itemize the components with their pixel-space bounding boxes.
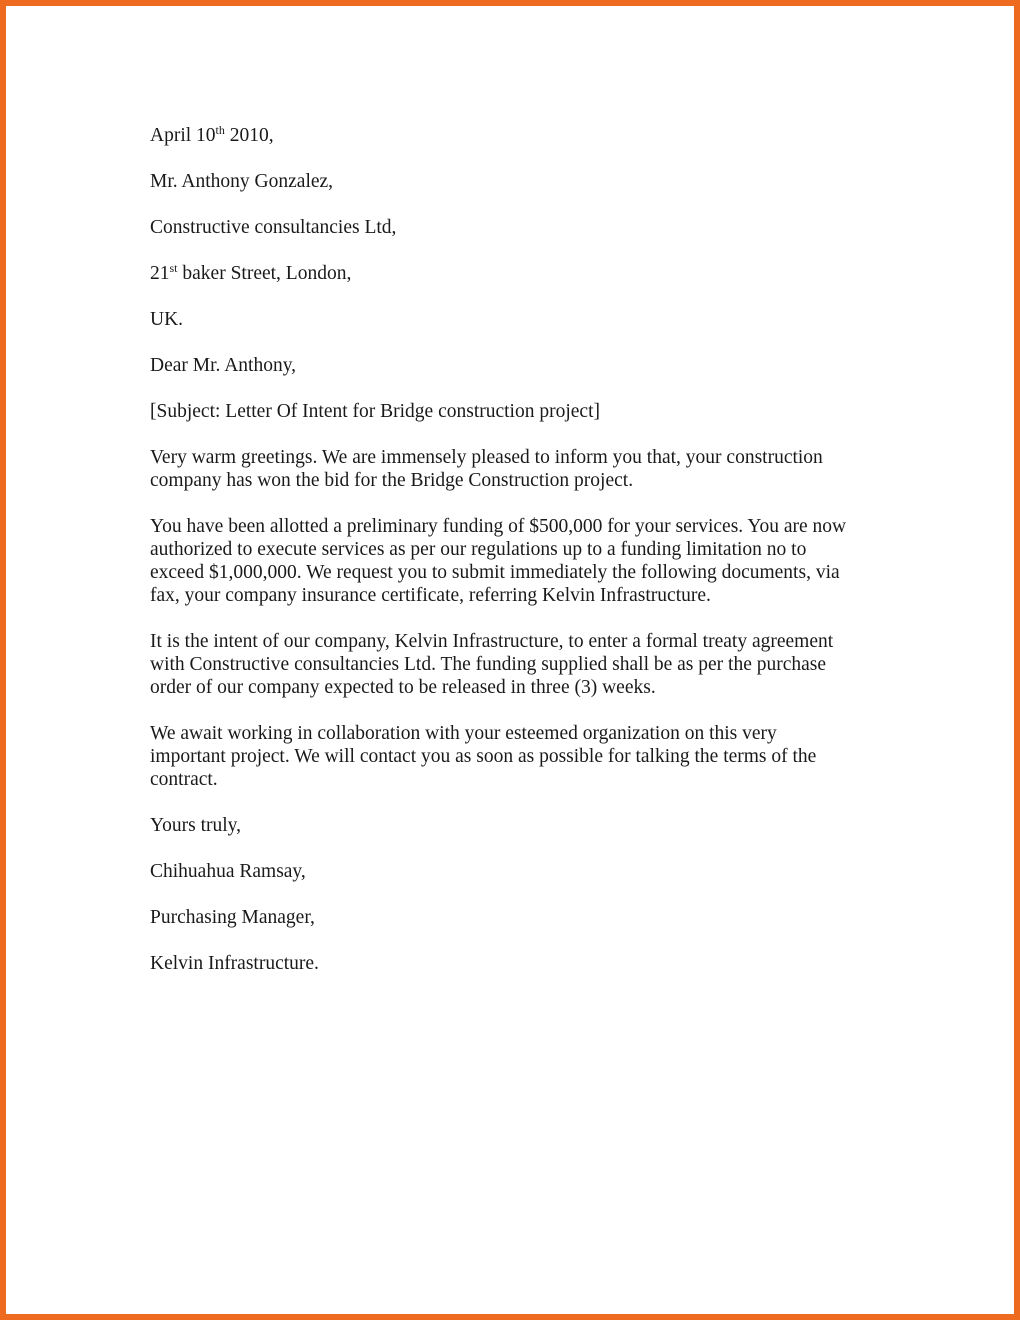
signer-title: Purchasing Manager, xyxy=(150,907,315,928)
recipient-address: 21st baker Street, London, xyxy=(150,261,352,284)
signer-name: Chihuahua Ramsay, xyxy=(150,861,306,882)
paragraph-line: exceed $1,000,000. We request you to submit immediately the following documents, via xyxy=(150,562,840,583)
paragraph-line: Very warm greetings. We are immensely pleased to inform you that, your construction xyxy=(150,447,823,468)
paragraph-line: with Constructive consultancies Ltd. The funding supplied shall be as per the purchase xyxy=(150,654,827,675)
paragraph-collaboration xyxy=(150,722,890,791)
signer-company: Kelvin Infrastructure. xyxy=(150,953,319,974)
paragraph-greeting xyxy=(150,446,890,492)
recipient-company: Constructive consultancies Ltd, xyxy=(150,217,397,238)
subject-line: [Subject: Letter Of Intent for Bridge construction project] xyxy=(150,401,600,422)
paragraph-line: important project. We will contact you as soon as possible for talking the terms of the xyxy=(150,746,817,767)
paragraph-line: You have been allotted a preliminary funding of $500,000 for your services. You are now xyxy=(150,516,847,537)
recipient-name: Mr. Anthony Gonzalez, xyxy=(150,171,334,192)
closing: Yours truly, xyxy=(150,815,242,836)
paragraph-line: fax, your company insurance certificate, referring Kelvin Infrastructure. xyxy=(150,585,711,606)
paragraph-line: contract. xyxy=(150,769,218,790)
letter-date: April 10th 2010, xyxy=(150,123,274,146)
letter-body xyxy=(150,124,890,998)
paragraph-line: We await working in collaboration with your esteemed organization on this very xyxy=(150,723,777,744)
salutation: Dear Mr. Anthony, xyxy=(150,355,297,376)
paragraph-line: authorized to execute services as per our regulations up to a funding limitation no to xyxy=(150,539,807,560)
paragraph-line: company has won the bid for the Bridge Construction project. xyxy=(150,470,634,491)
paragraph-line: order of our company expected to be released in three (3) weeks. xyxy=(150,677,656,698)
paragraph-line: It is the intent of our company, Kelvin Infrastructure, to enter a formal treaty agreement xyxy=(150,631,834,652)
paragraph-intent xyxy=(150,630,890,699)
paragraph-funding xyxy=(150,515,890,607)
recipient-country: UK. xyxy=(150,309,184,330)
